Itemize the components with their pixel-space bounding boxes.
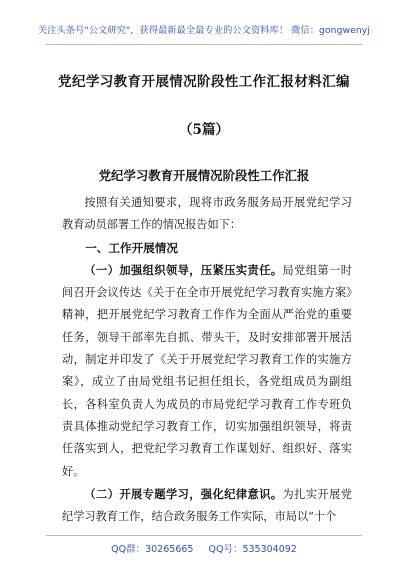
document-body	[62, 192, 352, 528]
paragraph-study	[62, 483, 352, 529]
paragraph-study-lead: （二）开展专题学习，强化纪律意识。	[84, 486, 283, 501]
heading-work-status: 一、工作开展情况	[85, 240, 178, 255]
footer-divider	[46, 535, 362, 536]
header-divider	[46, 44, 362, 45]
paragraph-organization-lead: （一）加强组织领导，压紧压实责任。	[84, 262, 283, 277]
paragraph-study-body: 为扎实开展党纪学习教育工作，结合政务服务工作实际，市局以“十个	[62, 487, 352, 524]
qq-number: QQ号：535304092	[208, 544, 297, 555]
document-title: 党纪学习教育开展情况阶段性工作汇报材料汇编	[58, 74, 350, 90]
header-notice: 关注头条号"公文研究"，获得最新最全最专业的公文资料库！ 微信：gongwenyj	[38, 25, 370, 36]
section-title: 党纪学习教育开展情况阶段性工作汇报	[98, 168, 310, 183]
footer-contact	[0, 541, 408, 555]
paragraph-organization	[62, 259, 352, 483]
intro-paragraph: 按照有关通知要求，现将市政务服务局开展党纪学习教育动员部署工作的情况报告如下：	[62, 196, 352, 232]
qq-group: QQ群：30265665	[111, 544, 194, 555]
paragraph-organization-body: 局党组第一时间召开会议传达《关于在全市开展党纪学习教育实施方案》精神，把开展党纪学习教育工作作为全面从严治党的重要任务，领导干部率先自抓、带头干，及时安排部署开展活动，制定并印发了《关于开展党纪学习教育工作的实施方案》，成立了由局党组书记担任组长，各党组成员为副组长，各科室负责人为成员的市局党纪学习教育工作专班负责具体推动党纪学习教育工作，切实加强组织领导，将责任落实到人，把党纪学习教育工作谋划好、组织好、落实好。	[62, 263, 352, 478]
document-count: （5篇）	[179, 122, 229, 138]
